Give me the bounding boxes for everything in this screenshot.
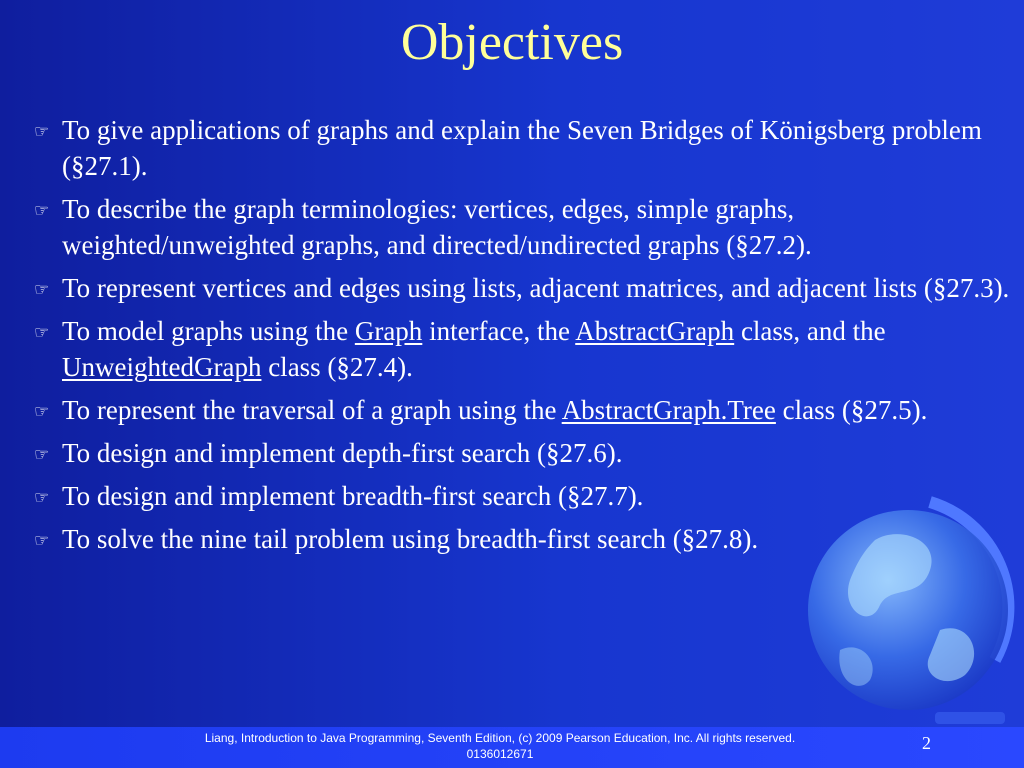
list-item	[34, 392, 1014, 428]
bullet-text-middle: interface, the	[422, 316, 576, 346]
abstractgraph-link[interactable]: AbstractGraph	[575, 316, 735, 346]
bullet-text-start: To model graphs using the	[62, 316, 355, 346]
graph-link[interactable]: Graph	[354, 316, 423, 346]
pointing-hand-icon: ☞	[34, 402, 50, 421]
bullet-text-end: class (§27.5).	[775, 395, 928, 425]
copyright-text: Liang, Introduction to Java Programming, Seventh Edition, (c) 2009 Pearson Education, Inc. All rights reserved. 0136012671	[204, 731, 796, 761]
bullet-text-start: To represent the traversal of a graph using the	[62, 395, 562, 425]
pointing-hand-icon: ☞	[34, 280, 50, 299]
bullet-text-end: class (§27.4).	[261, 352, 413, 382]
list-item	[34, 478, 1014, 514]
unweightedgraph-link[interactable]: UnweightedGraph	[62, 352, 262, 382]
bullet-text: To represent vertices and edges using lists, adjacent matrices, and adjacent lists (§27.3).	[62, 273, 1010, 303]
list-item	[34, 521, 1014, 557]
pointing-hand-icon: ☞	[34, 445, 50, 464]
pointing-hand-icon: ☞	[34, 201, 50, 220]
objectives-list	[34, 112, 1014, 564]
list-item	[34, 191, 1014, 263]
slide-title: Objectives	[400, 14, 624, 71]
list-item	[34, 313, 1014, 385]
list-item	[34, 112, 1014, 184]
pointing-hand-icon: ☞	[34, 323, 50, 342]
page-number: 2	[922, 733, 931, 753]
bullet-text: To describe the graph terminologies: vertices, edges, simple graphs, weighted/unweighted graphs, and directed/undirected graphs (§27.2).	[62, 194, 812, 260]
pointing-hand-icon: ☞	[34, 122, 50, 141]
list-item	[34, 435, 1014, 471]
bullet-text: To solve the nine tail problem using breadth-first search (§27.8).	[62, 524, 759, 554]
bullet-text: To design and implement depth-first search (§27.6).	[62, 438, 623, 468]
list-item	[34, 270, 1014, 306]
abstractgraph-tree-link[interactable]: AbstractGraph.Tree	[561, 395, 776, 425]
bullet-text: To give applications of graphs and explain the Seven Bridges of Königsberg problem (§27.1).	[62, 115, 982, 181]
bullet-text: To design and implement breadth-first search (§27.7).	[62, 481, 644, 511]
pointing-hand-icon: ☞	[34, 531, 50, 550]
bullet-text-middle-2: class, and the	[734, 316, 886, 346]
pointing-hand-icon: ☞	[34, 488, 50, 507]
slide-footer	[0, 727, 1024, 768]
